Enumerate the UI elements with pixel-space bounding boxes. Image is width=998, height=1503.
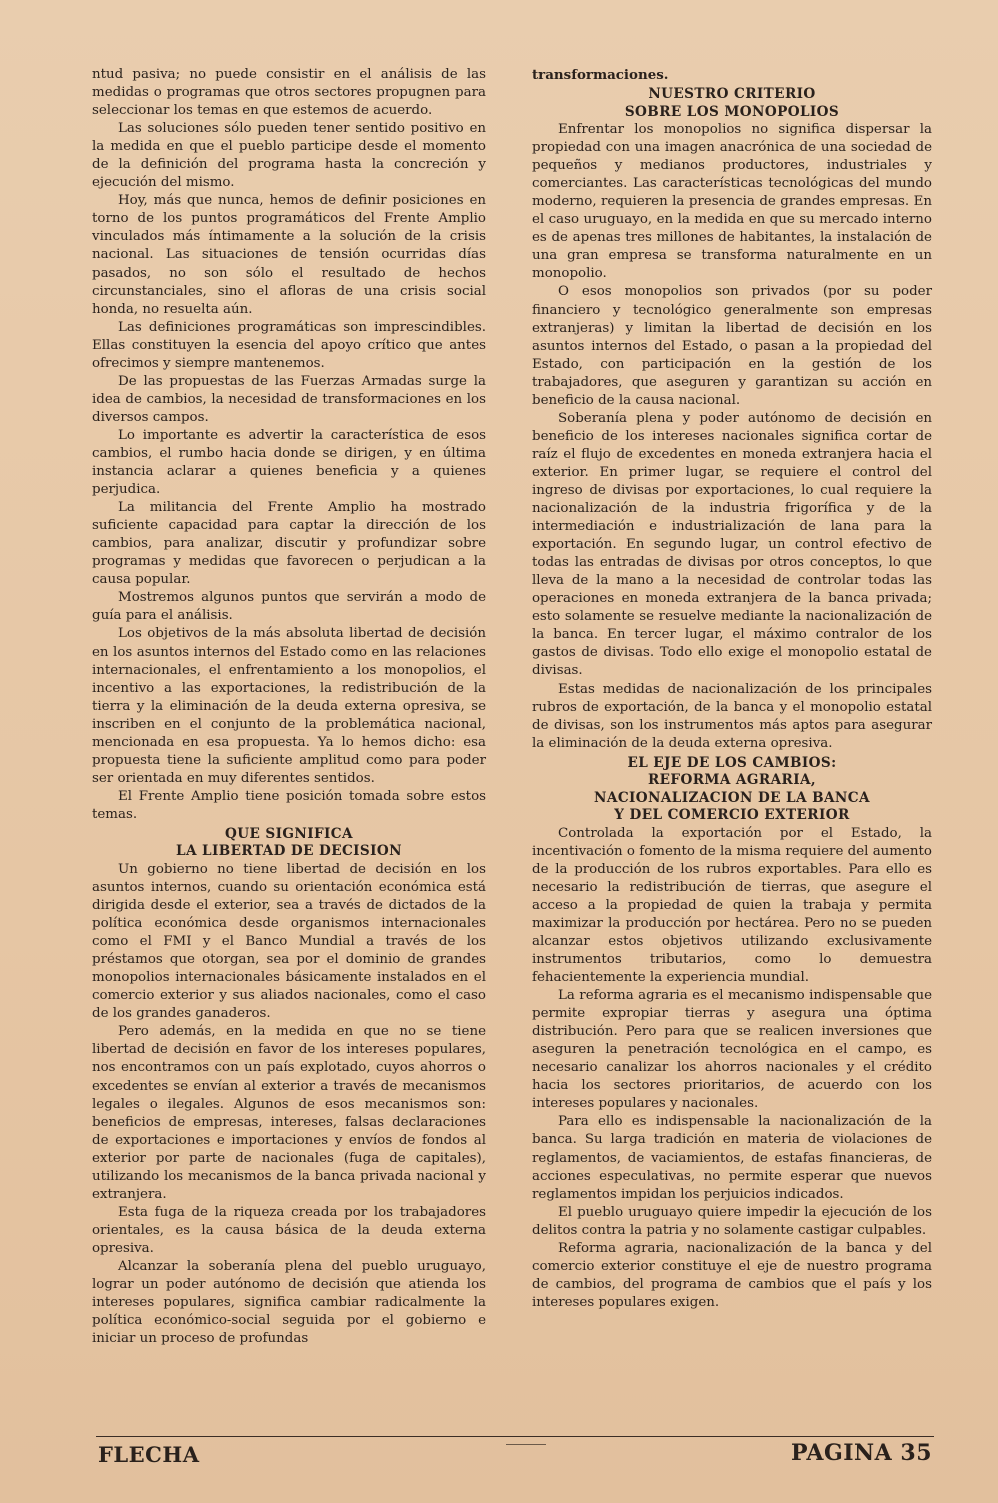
paragraph: Alcanzar la soberanía plena del pueblo uruguayo, lograr un poder autónomo de decisión que atienda los intereses populares, significa cambiar radicalmente la política económico-social seguida por el gobierno e iniciar un proceso de profundas [92, 1259, 486, 1347]
paragraph: O esos monopolios son privados (por su poder financiero y tecnológico generalmente son empresas extranjeras) y limitan la libertad de decisión en los asuntos internos del Estado, o pasan a la propiedad del Estado, con participación en la gestión de los trabajadores, que aseguren y garantizan su acción en beneficio de la causa nacional. [532, 284, 932, 408]
right-column [532, 66, 932, 1312]
paragraph: Controlada la exportación por el Estado, la incentivación o fomento de la misma requiere del aumento de la producción de los rubros exportables. Para ello es necesario la redistribución de tierras, que asegure el acceso a la propiedad de quien la trabaja y permita maximizar la producción por hectárea. Pero no se pueden alcanzar estos objetivos utilizando exclusivamente instrumentos tributarios, como lo demuestra fehacientemente la experiencia mundial. [532, 825, 932, 986]
page-footer [96, 1436, 934, 1466]
publication-name: FLECHA [98, 1442, 200, 1467]
footer-divider-mark [506, 1444, 546, 1445]
heading-line: EL EJE DE LOS CAMBIOS: [627, 754, 837, 771]
paragraph: La militancia del Frente Amplio ha mostrado suficiente capacidad para captar la dirección de los cambios, para analizar, discutir y profundizar sobre programas y medidas que favorecen o perjudican a la causa popular. [92, 500, 486, 588]
paragraph: Enfrentar los monopolios no significa dispersar la propiedad con una imagen anacrónica de una sociedad de pequeños y medianos productores, industriales y comerciantes. Las características tecnológicas del mundo moderno, requieren la presencia de grandes empresas. En el caso uruguayo, en la medida en que su mercado interno es de apenas tres millones de habitantes, la instalación de una gran empresa se transforma naturalmente en un monopolio. [532, 122, 932, 282]
left-column [92, 66, 486, 1348]
paragraph: Soberanía plena y poder autónomo de decisión en beneficio de los intereses nacionales significa cortar de raíz el flujo de excedentes en moneda extranjera hacia el exterior. En primer lugar, se requiere el control del ingreso de divisas por exportaciones, lo cual requiere la nacionalización de la industria frigorífica y de la intermediación e industrialización de lana para la exportación. En segundo lugar, un control efectivo de todas las entradas de divisas por otros conceptos, lo que lleva de la mano a la necesidad de controlar todas las operaciones en moneda extranjera de la banca privada; esto solamente se resuelve mediante la nacionalización de la banca. En tercer lugar, el máximo contralor de los gastos de divisas. Todo ello exige el monopolio estatal de divisas. [532, 410, 932, 679]
page-number: PAGINA 35 [790, 1440, 932, 1466]
paragraph: De las propuestas de las Fuerzas Armadas surge la idea de cambios, la necesidad de transformaciones en los diversos campos. [92, 373, 486, 425]
footer-rule [96, 1436, 934, 1437]
paragraph: El Frente Amplio tiene posición tomada sobre estos temas. [92, 788, 486, 822]
paragraph: Los objetivos de la más absoluta libertad de decisión en los asuntos internos del Estado como en las relaciones internacionales, el enfrentamiento a los monopolios, el incentivo a las exportaciones, la redistribución de la tierra y la eliminación de la deuda externa opresiva, se inscriben en el conjunto de la problemática nacional, mencionada en esa propuesta. Ya lo hemos dicho: esa propuesta tiene la suficiente amplitud como para poder ser orientada en muy diferentes sentidos. [92, 626, 486, 786]
heading-line: LA LIBERTAD DE DECISION [176, 843, 402, 860]
heading-line: SOBRE LOS MONOPOLIOS [624, 103, 840, 120]
paragraph: Las soluciones sólo pueden tener sentido positivo en la medida en que el pueblo participe desde el momento de la definición del programa hasta la concreción y ejecución del mismo. [92, 121, 486, 191]
paragraph: El pueblo uruguayo quiere impedir la ejecución de los delitos contra la patria y no solamente castigar culpables. [532, 1204, 932, 1238]
section-heading [532, 86, 932, 121]
paragraph: ntud pasiva; no puede consistir en el análisis de las medidas o programas que otros sectores propugnen para seleccionar los temas en que estemos de acuerdo. [92, 67, 486, 119]
paragraph: Las definiciones programáticas son imprescindibles. Ellas constituyen la esencia del apoyo crítico que antes ofrecimos y siempre mantenemos. [92, 319, 486, 371]
paragraph: Reforma agraria, nacionalización de la banca y del comercio exterior constituye el eje de nuestro programa de cambios, del programa de cambios que el país y los intereses populares exigen. [532, 1240, 932, 1310]
paragraph: Hoy, más que nunca, hemos de definir posiciones en torno de los puntos programáticos del Frente Amplio vinculados más íntimamente a la solución de la crisis nacional. Las situaciones de tensión ocurridas días pasados, no son sólo el resultado de hechos circunstanciales, sino el afloras de una crisis social honda, no resuelta aún. [92, 193, 486, 317]
section-heading [532, 755, 932, 825]
heading-line: NUESTRO CRITERIO [648, 86, 816, 103]
paragraph: Pero además, en la medida en que no se tiene libertad de decisión en favor de los intereses populares, nos encontramos con un país explotado, cuyos ahorros o excedentes se envían al exterior a través de mecanismos legales o ilegales. Algunos de esos mecanismos son: beneficios de empresas, intereses, falsas declaraciones de exportaciones e importaciones y envíos de fondos al exterior por parte de nacionales (fuga de capitales), utilizando los mecanismos de la banca privada nacional y extranjera. [92, 1024, 486, 1202]
paragraph: Lo importante es advertir la característica de esos cambios, el rumbo hacia donde se dirigen, y en última instancia aclarar a quienes beneficia y a quienes perjudica. [92, 427, 486, 498]
paragraph: Estas medidas de nacionalización de los principales rubros de exportación, de la banca y el monopolio estatal de divisas, son los instrumentos más aptos para asegurar la eliminación de la deuda externa opresiva. [532, 681, 932, 751]
heading-line: Y DEL COMERCIO EXTERIOR [614, 807, 850, 824]
paragraph: La reforma agraria es el mecanismo indispensable que permite expropiar tierras y asegura una óptima distribución. Pero para que se realicen inversiones que aseguren la penetración tecnológica en el campo, es necesario canalizar los ahorros nacionales y el crédito hacia los sectores prioritarios, de acuerdo con los intereses populares y nacionales. [532, 988, 932, 1112]
heading-line: REFORMA AGRARIA, [647, 772, 817, 789]
paragraph: Para ello es indispensable la nacionalización de la banca. Su larga tradición en materia de violaciones de reglamentos, de vaciamientos, de estafas financieras, de acciones especulativas, no permite esperar que nuevos reglamentos impidan los perjuicios indicados. [532, 1114, 932, 1202]
heading-line: QUE SIGNIFICA [225, 825, 353, 842]
heading-line: NACIONALIZACION DE LA BANCA [594, 789, 870, 806]
paragraph: transformaciones. [532, 67, 669, 83]
paragraph: Un gobierno no tiene libertad de decisión en los asuntos internos, cuando su orientación económica está dirigida desde el exterior, sea a través de dictados de la política económica desde organismos internacionales como el FMI y el Banco Mundial a través de los préstamos que otorgan, sea por el dominio de grandes monopolios internacionales básicamente instalados en el comercio exterior y sus aliados nacionales, como el caso de los grandes ganaderos. [92, 861, 486, 1022]
paragraph: Esta fuga de la riqueza creada por los trabajadores orientales, es la causa básica de la deuda externa opresiva. [92, 1204, 486, 1256]
paragraph: Mostremos algunos puntos que servirán a modo de guía para el análisis. [92, 590, 486, 624]
section-heading [92, 826, 486, 861]
